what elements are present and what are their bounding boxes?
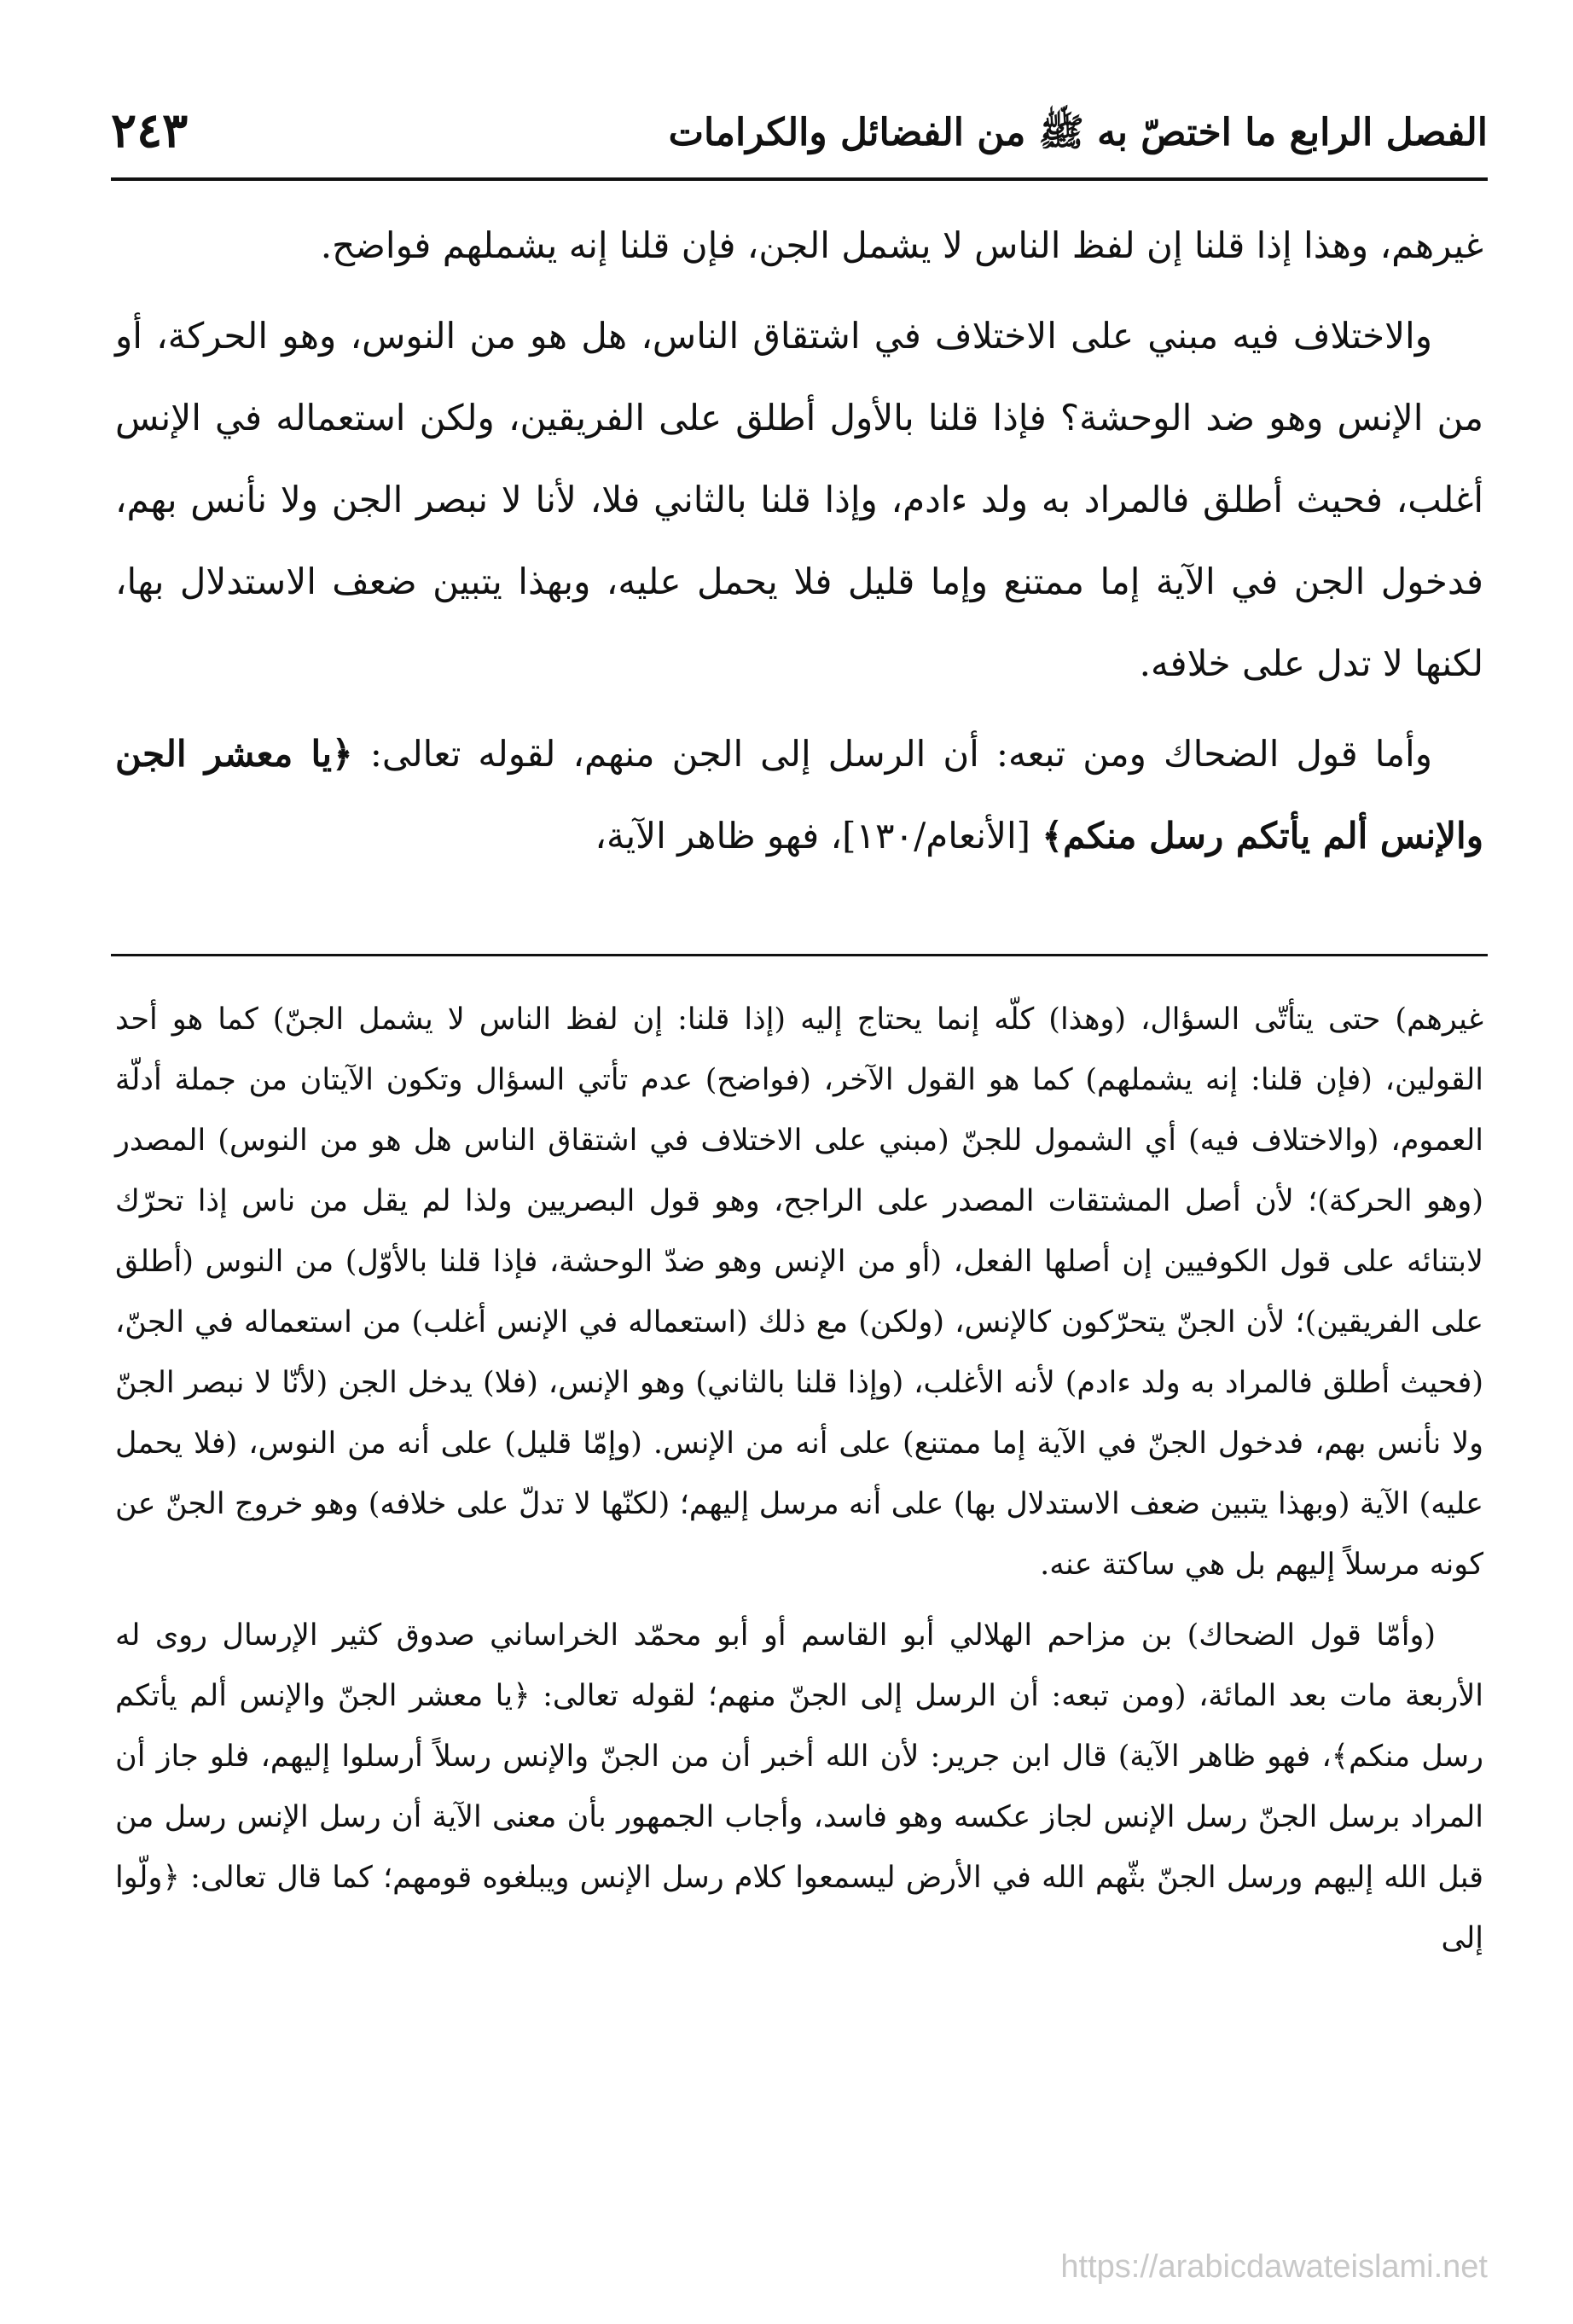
main-text-block xyxy=(115,205,1483,886)
quran-verse: ﴿يا معشر الجن والإنس ألم يأتكم رسل منكم﴾ xyxy=(115,733,1483,857)
main-paragraph-1: غيرهم، وهذا إذا قلنا إن لفظ الناس لا يشمل الجن، فإن قلنا إنه يشملهم فواضح. xyxy=(320,224,1483,266)
commentary-divider xyxy=(111,954,1488,956)
watermark-url: https://arabicdawateislami.net xyxy=(1060,2249,1488,2285)
header-divider xyxy=(111,177,1488,181)
main-paragraph-3-start: وأما قول الضحاك ومن تبعه: أن الرسل إلى الجن منهم، لقوله تعالى: xyxy=(369,733,1432,775)
main-paragraph-2: والاختلاف فيه مبني على الاختلاف في اشتقاق الناس، هل هو من النوس، وهو الحركة، أو من الإنس وهو ضد الوحشة؟ فإذا قلنا بالأول أطلق على الفريقين، ولكن استعماله في الإنس أغلب، فحيث أطلق فالمراد به ولد ءادم، وإذا قلنا بالثاني فلا، لأنا لا نبصر الجن ولا نأنس بهم، فدخول الجن في الآية إما ممتنع وإما قليل فلا يحمل عليه، وبهذا يتبين ضعف الاستدلال بها، لكنها لا تدل على خلافه. xyxy=(115,315,1483,684)
chapter-title: الفصل الرابع ما اختصّ به ﷺ من الفضائل والكرامات xyxy=(668,111,1488,154)
page-number: ٢٤٣ xyxy=(111,102,189,159)
main-paragraph-3-end: [الأنعام/١٣٠]، فهو ظاهر الآية، xyxy=(595,815,1031,857)
commentary-paragraph-1: غيرهم) حتى يتأتّى السؤال، (وهذا) كلّه إنما يحتاج إليه (إذا قلنا: إن لفظ الناس لا يشمل الجنّ) كما هو أحد القولين، (فإن قلنا: إنه يشملهم) كما هو القول الآخر، (فواضح) عدم تأتي السؤال وتكون الآيتان من جملة أدلّة العموم، (والاختلاف فيه) أي الشمول للجنّ (مبني على الاختلاف في اشتقاق الناس هل هو من النوس) المصدر (وهو الحركة)؛ لأن أصل المشتقات المصدر على الراجح، وهو قول البصريين ولذا لم يقل من ناس إذا تحرّك لابتنائه على قول الكوفيين إن أصلها الفعل، (أو من الإنس وهو ضدّ الوحشة، فإذا قلنا بالأوّل) من النوس (أطلق على الفريقين)؛ لأن الجنّ يتحرّكون كالإنس، (ولكن) مع ذلك (استعماله في الإنس أغلب) من استعماله في الجنّ، (فحيث أطلق فالمراد به ولد ءادم) لأنه الأغلب، (وإذا قلنا بالثاني) وهو الإنس، (فلا) يدخل الجن (لأنّا لا نبصر الجنّ ولا نأنس بهم، فدخول الجنّ في الآية إما ممتنع) على أنه من الإنس. (وإمّا قليل) على أنه من النوس، (فلا يحمل عليه) الآية (وبهذا يتبين ضعف الاستدلال بها) على أنه مرسل إليهم؛ (لكنّها لا تدلّ على خلافه) وهو خروج الجنّ عن كونه مرسلاً إليهم بل هي ساكتة عنه. xyxy=(115,1002,1483,1582)
main-paragraph-3 xyxy=(115,713,1483,877)
running-header xyxy=(111,102,1488,171)
commentary-paragraph-2: (وأمّا قول الضحاك) بن مزاحم الهلالي أبو القاسم أو أبو محمّد الخراساني صدوق كثير الإرسال روى له الأربعة مات بعد المائة، (ومن تبعه: أن الرسل إلى الجنّ منهم؛ لقوله تعالى: ﴿يا معشر الجنّ والإنس ألم يأتكم رسل منكم﴾، فهو ظاهر الآية) قال ابن جرير: لأن الله أخبر أن من الجنّ والإنس رسلاً أرسلوا إليهم، فلو جاز أن المراد برسل الجنّ رسل الإنس لجاز عكسه وهو فاسد، وأجاب الجمهور بأن معنى الآية أن رسل الإنس رسل من قبل الله إليهم ورسل الجنّ بثّهم الله في الأرض ليسمعوا كلام رسل الإنس ويبلغوه قومهم؛ كما قال تعالى: ﴿ولّوا إلى xyxy=(115,1618,1484,1955)
commentary-block xyxy=(115,990,1483,1979)
